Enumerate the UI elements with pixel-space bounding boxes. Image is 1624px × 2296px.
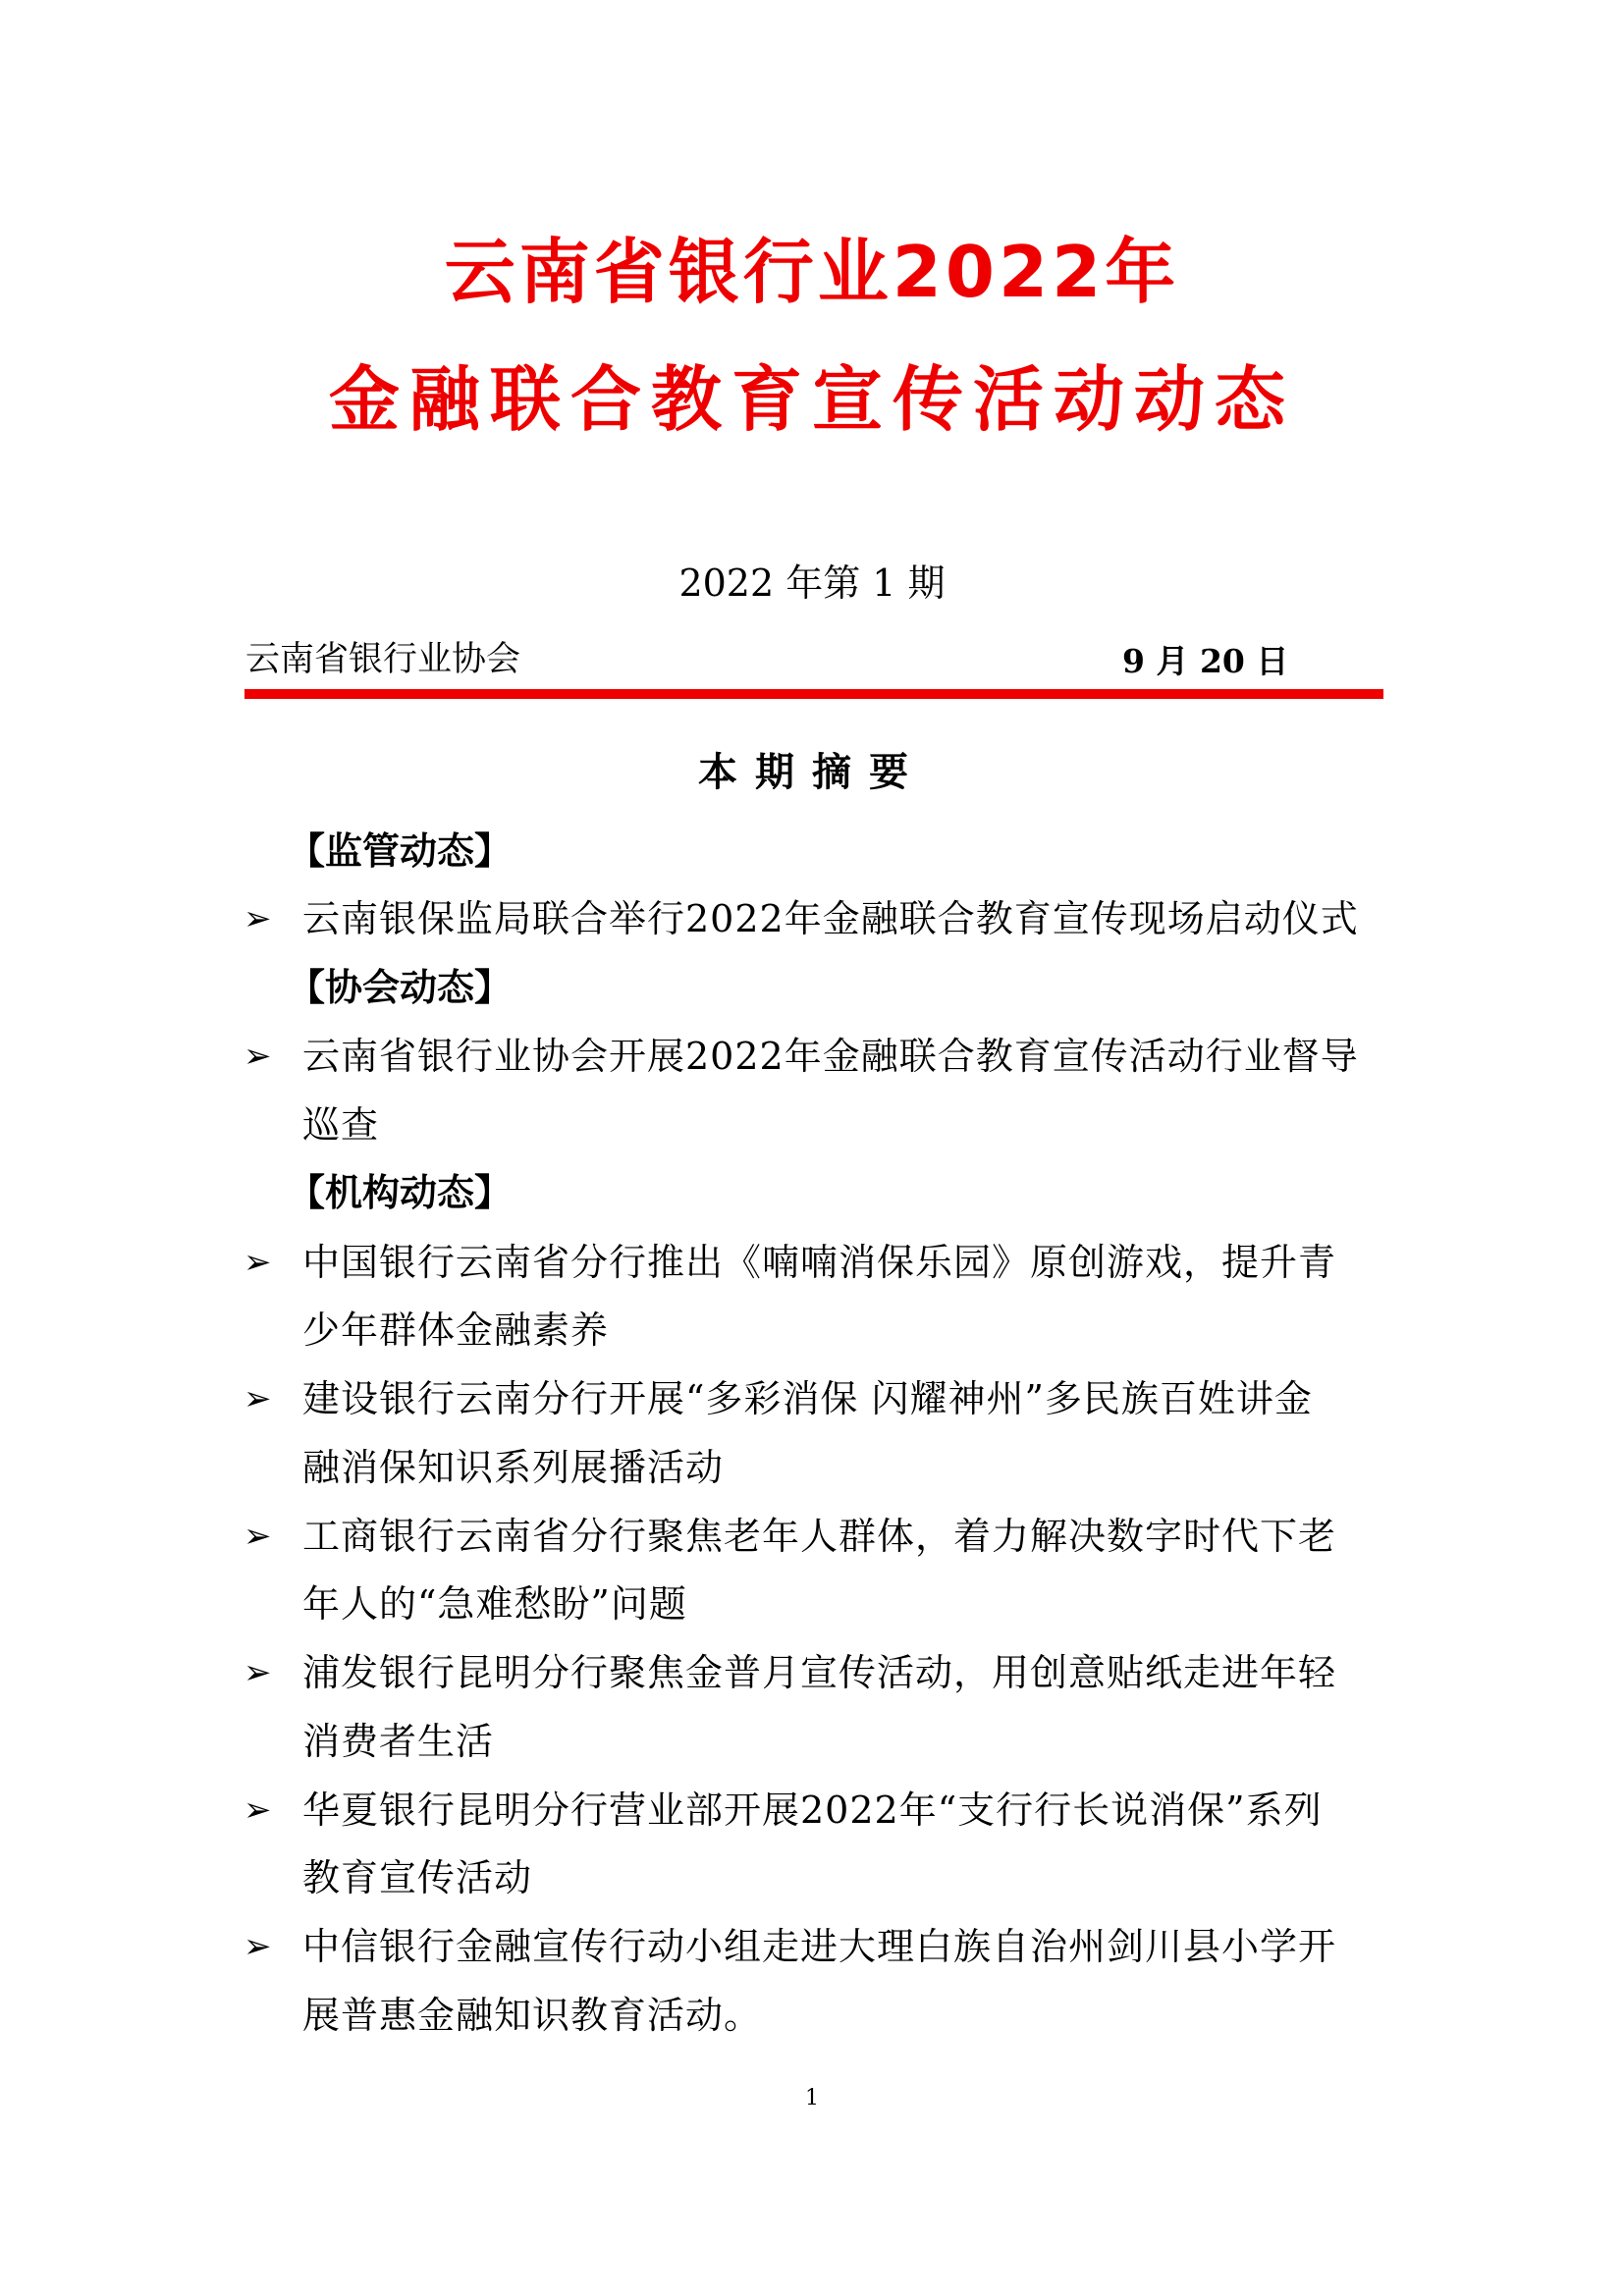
summary-item-line: 中国银行云南省分行推出《喃喃消保乐园》原创游戏，提升青 [302, 1241, 1337, 1284]
summary-item-line: 少年群体金融素养 [302, 1308, 610, 1352]
bullet-arrow-icon: ➢ [244, 1037, 272, 1076]
issue-number: 2022 年第 1 期 [678, 561, 946, 605]
summary-item-line: 建设银行云南分行开展“多彩消保 闪耀神州”多民族百姓讲金 [302, 1377, 1313, 1420]
publisher-name: 云南省银行业协会 [245, 640, 521, 679]
red-divider [244, 689, 1383, 699]
bullet-arrow-icon: ➢ [244, 1379, 272, 1418]
section-label-regulatory: 【监管动态】 [288, 829, 513, 873]
summary-item-line: 消费者生活 [302, 1720, 495, 1763]
section-label-association: 【协会动态】 [288, 966, 513, 1009]
summary-item-line: 云南银保监局联合举行2022年金融联合教育宣传现场启动仪式 [302, 897, 1359, 940]
document-title-line-2: 金融联合教育宣传活动动态 [328, 358, 1295, 441]
summary-item-line: 云南省银行业协会开展2022年金融联合教育宣传活动行业督导 [302, 1035, 1359, 1078]
page-number: 1 [805, 2086, 819, 2110]
summary-item-line: 华夏银行昆明分行营业部开展2022年“支行行长说消保”系列 [302, 1789, 1323, 1832]
bullet-arrow-icon: ➢ [244, 1790, 272, 1830]
summary-item-line: 中信银行金融宣传行动小组走进大理白族自治州剑川县小学开 [302, 1925, 1337, 1968]
section-label-institutions: 【机构动态】 [288, 1171, 513, 1214]
summary-item-line: 融消保知识系列展播活动 [302, 1446, 725, 1489]
summary-heading: 本期摘要 [698, 750, 926, 795]
summary-item-line: 巡查 [302, 1103, 380, 1147]
summary-item-line: 年人的“急难愁盼”问题 [302, 1582, 687, 1626]
bullet-arrow-icon: ➢ [244, 899, 272, 938]
bullet-arrow-icon: ➢ [244, 1927, 272, 1966]
summary-item-line: 工商银行云南省分行聚焦老年人群体，着力解决数字时代下老 [302, 1515, 1337, 1558]
bullet-arrow-icon: ➢ [244, 1653, 272, 1692]
bullet-arrow-icon: ➢ [244, 1517, 272, 1556]
summary-item-line: 展普惠金融知识教育活动。 [302, 1994, 763, 2037]
summary-item-line: 浦发银行昆明分行聚焦金普月宣传活动，用创意贴纸走进年轻 [302, 1651, 1337, 1694]
bullet-arrow-icon: ➢ [244, 1243, 272, 1282]
document-title-line-1: 云南省银行业2022年 [444, 231, 1180, 313]
summary-item-line: 教育宣传活动 [302, 1856, 533, 1899]
publication-date: 9 月 20 日 [1122, 642, 1289, 680]
